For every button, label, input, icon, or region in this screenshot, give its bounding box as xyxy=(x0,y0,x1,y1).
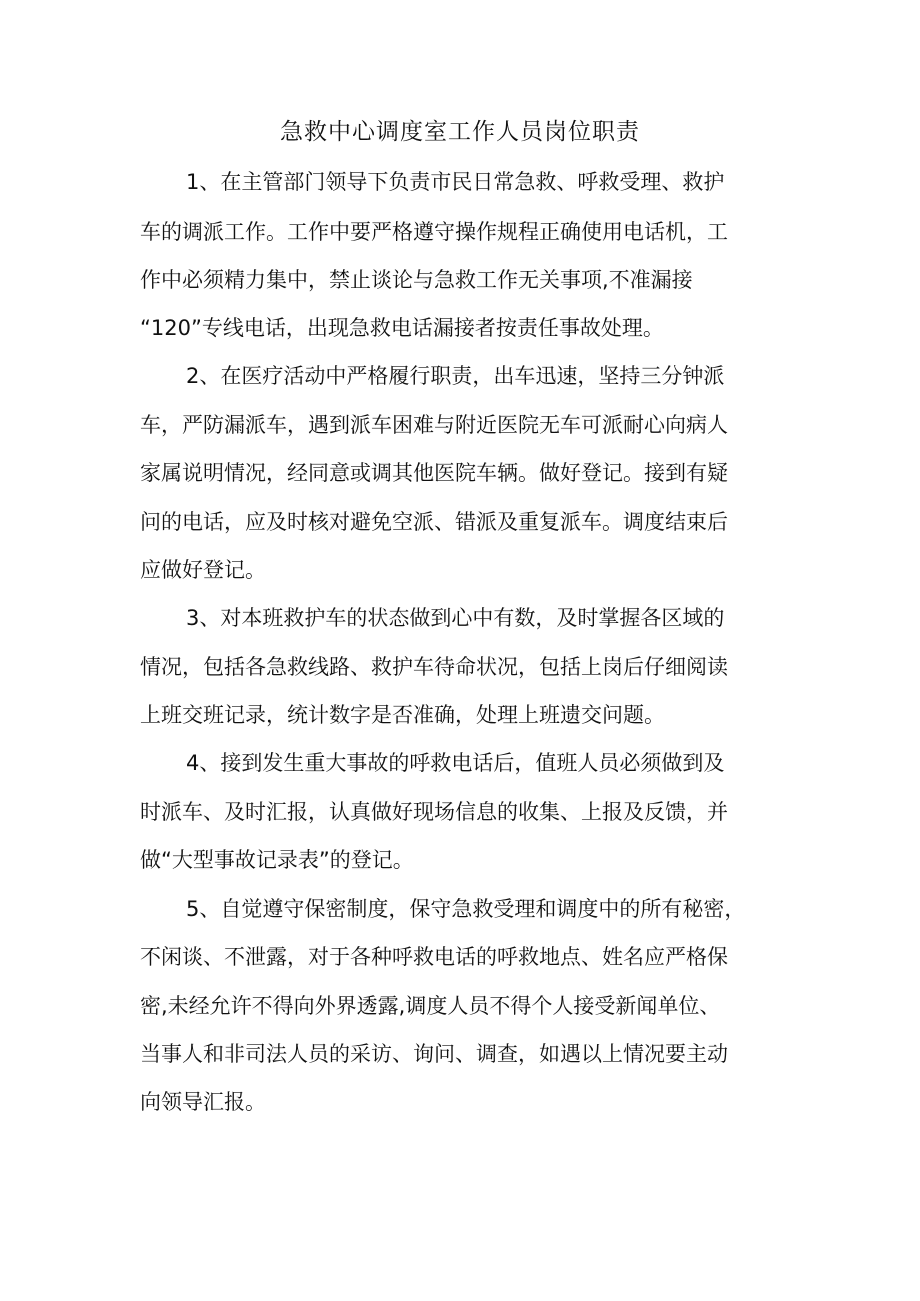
paragraph-line: 不闲谈、不泄露，对于各种呼救电话的呼救地点、姓名应严格保 xyxy=(140,945,728,969)
paragraph-line: 2、在医疗活动中严格履行职责，出车迅速，坚持三分钟派 xyxy=(186,364,725,388)
paragraph-line: 密,未经允许不得向外界透露,调度人员不得个人接受新闻单位、 xyxy=(140,994,721,1018)
paragraph-line: 1、在主管部门领导下负责市民日常急救、呼救受理、救护 xyxy=(186,170,725,194)
document-title: 急救中心调度室工作人员岗位职责 xyxy=(280,119,640,145)
paragraph-line: 车，严防漏派车，遇到派车困难与附近医院无车可派耐心向病人 xyxy=(140,413,728,437)
paragraph-line: 情况，包括各急救线路、救护车待命状况，包括上岗后仔细阅读 xyxy=(140,655,728,679)
paragraph-line: 时派车、及时汇报，认真做好现场信息的收集、上报及反馈，并 xyxy=(140,800,728,824)
paragraph-line: 应做好登记。 xyxy=(140,558,266,582)
paragraph-line: 向领导汇报。 xyxy=(140,1090,266,1114)
paragraph-line: 作中必须精力集中，禁止谈论与急救工作无关事项,不准漏接 xyxy=(140,268,693,292)
paragraph-line: 问的电话，应及时核对避免空派、错派及重复派车。调度结束后 xyxy=(140,510,728,534)
paragraph-line: 当事人和非司法人员的采访、询问、调查，如遇以上情况要主动 xyxy=(140,1042,728,1066)
paragraph-line: 4、接到发生重大事故的呼救电话后，值班人员必须做到及 xyxy=(186,751,725,775)
paragraph-line: 做“大型事故记录表”的登记。 xyxy=(140,848,414,872)
paragraph-line: 5、自觉遵守保密制度，保守急救受理和调度中的所有秘密， xyxy=(186,897,746,921)
paragraph-line: 上班交班记录，统计数字是否准确，处理上班遗交问题。 xyxy=(140,703,665,727)
paragraph-line: 3、对本班救护车的状态做到心中有数，及时掌握各区域的 xyxy=(186,606,725,630)
paragraph-line: “120”专线电话，出现急救电话漏接者按责任事故处理。 xyxy=(140,316,664,340)
paragraph-line: 家属说明情况，经同意或调其他医院车辆。做好登记。接到有疑 xyxy=(140,461,728,485)
paragraph-line: 车的调派工作。工作中要严格遵守操作规程正确使用电话机，工 xyxy=(140,220,728,244)
